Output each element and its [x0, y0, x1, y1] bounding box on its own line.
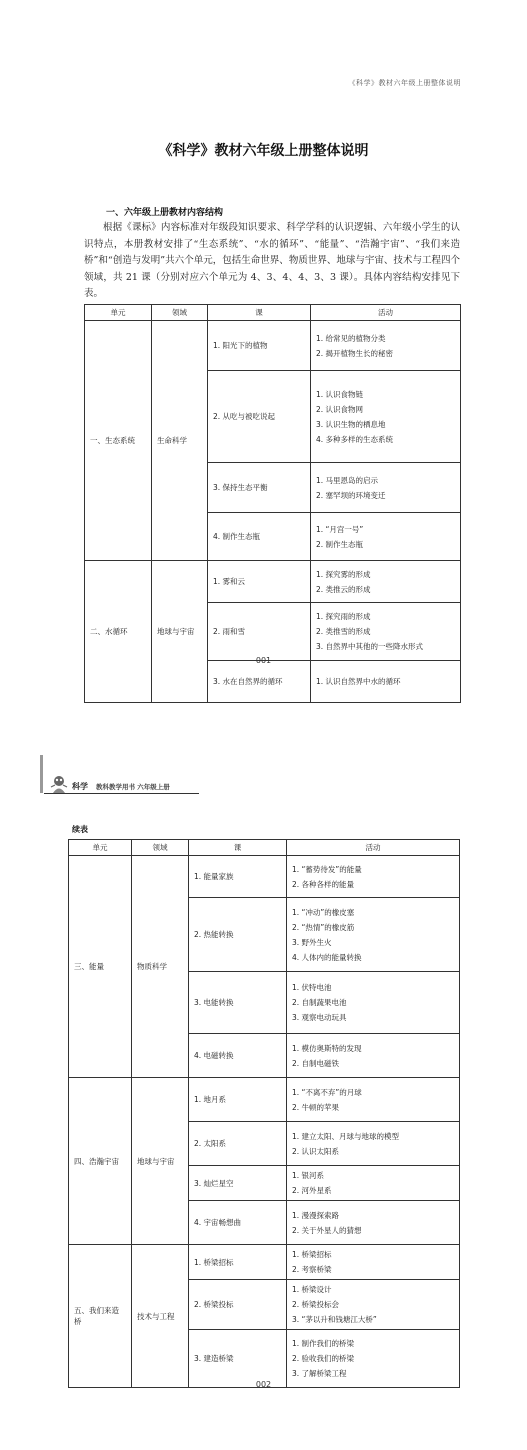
section-heading: 一、六年级上册教材内容结构 — [106, 208, 224, 218]
activity-item: 1. “月宫一号” — [316, 524, 364, 534]
activity-cell — [287, 1280, 460, 1330]
table-row — [69, 856, 460, 898]
lesson-cell: 3. 保持生态平衡 — [208, 463, 311, 513]
domain-cell: 地球与宇宙 — [152, 561, 208, 703]
activity-item: 2. 桥梁投标会 — [292, 1300, 340, 1309]
lesson-cell: 4. 制作生态瓶 — [208, 513, 311, 561]
lesson-cell: 3. 灿烂星空 — [189, 1166, 287, 1201]
lesson-cell: 3. 建造桥梁 — [189, 1330, 287, 1388]
page-number: 001 — [255, 656, 272, 665]
activity-cell — [287, 1078, 460, 1122]
activity-item: 3. “茅以升和钱塘江大桥” — [292, 1315, 377, 1324]
book-name: 教科教学用书 六年级上册 — [96, 783, 170, 791]
activity-item: 3. 自然界中其他的一些降水形式 — [316, 642, 424, 651]
lesson-cell: 2. 雨和雪 — [208, 603, 311, 661]
activity-item: 2. 塞罕坝的环境变迁 — [316, 490, 386, 500]
lesson-cell: 2. 太阳系 — [189, 1122, 287, 1166]
activity-item: 1. 漫漫探索路 — [292, 1210, 340, 1220]
table-row — [69, 1078, 460, 1122]
lesson-cell: 1. 地月系 — [189, 1078, 287, 1122]
activity-cell — [287, 1166, 460, 1201]
page-two — [0, 735, 527, 1450]
activity-cell — [311, 561, 461, 603]
activity-item: 1. 模仿奥斯特的发现 — [292, 1043, 362, 1053]
activity-cell — [287, 1122, 460, 1166]
header-lesson: 课 — [208, 305, 311, 321]
continued-label: 续表 — [72, 825, 88, 834]
content-structure-table-continued — [68, 839, 460, 1388]
unit-cell: 三、能量 — [69, 856, 132, 1078]
activity-item: 2. 牛顿的苹果 — [292, 1102, 340, 1112]
activity-cell — [311, 603, 461, 661]
activity-item: 2. 考察桥梁 — [292, 1265, 332, 1274]
unit-cell: 二、水循环 — [85, 561, 152, 703]
lesson-cell: 4. 电磁转换 — [189, 1034, 287, 1078]
domain-cell: 技术与工程 — [132, 1245, 189, 1388]
activity-item: 1. 探究雾的形成 — [316, 569, 371, 579]
table-body — [85, 321, 461, 703]
activity-cell — [311, 321, 461, 371]
activity-item: 3. 观察电动玩具 — [292, 1013, 347, 1022]
lesson-cell: 1. 桥梁招标 — [189, 1245, 287, 1280]
activity-item: 2. 自制电磁铁 — [292, 1058, 340, 1068]
lesson-cell: 3. 水在自然界的循环 — [208, 661, 311, 703]
activity-item: 1. 制作我们的桥梁 — [292, 1339, 355, 1348]
activity-item: 2. “热情”的橡皮筋 — [292, 922, 355, 932]
lesson-cell: 1. 能量家族 — [189, 856, 287, 898]
domain-cell: 地球与宇宙 — [132, 1078, 189, 1245]
activity-item: 2. 认识太阳系 — [292, 1146, 340, 1156]
activity-item: 1. “蓄势待发”的能量 — [292, 864, 362, 874]
activity-item: 1. 探究雨的形成 — [316, 612, 371, 621]
activity-item: 2. 河外星系 — [292, 1186, 332, 1195]
activity-cell — [287, 1330, 460, 1388]
unit-cell: 四、浩瀚宇宙 — [69, 1078, 132, 1245]
table-row — [69, 1245, 460, 1280]
activity-item: 2. 各种各样的能量 — [292, 879, 355, 889]
activity-item: 1. “不离不弃”的月球 — [292, 1087, 362, 1097]
domain-cell: 生命科学 — [152, 321, 208, 561]
lesson-cell: 3. 电能转换 — [189, 972, 287, 1034]
activity-cell — [287, 1034, 460, 1078]
header-unit: 单元 — [85, 305, 152, 321]
header-domain: 领域 — [152, 305, 208, 321]
header-domain: 领域 — [132, 840, 189, 856]
domain-cell: 物质科学 — [132, 856, 189, 1078]
activity-item: 1. 伏特电池 — [292, 983, 332, 992]
header-unit: 单元 — [69, 840, 132, 856]
activity-item: 2. 类推雪的形成 — [316, 627, 371, 636]
activity-item: 4. 人体内的能量转换 — [292, 952, 362, 962]
table-row — [85, 321, 461, 371]
page-number: 002 — [255, 1380, 272, 1389]
unit-cell: 一、生态系统 — [85, 321, 152, 561]
activity-cell — [287, 856, 460, 898]
header-lesson: 课 — [189, 840, 287, 856]
activity-cell — [311, 513, 461, 561]
activity-cell — [311, 661, 461, 703]
table-header-row — [69, 840, 460, 856]
header-rule — [44, 793, 199, 794]
activity-cell — [287, 972, 460, 1034]
activity-item: 1. 给常见的植物分类 — [316, 333, 386, 343]
activity-item: 2. 验收我们的桥梁 — [292, 1354, 355, 1363]
table-row — [85, 561, 461, 603]
activity-item: 2. 揭开植物生长的秘密 — [316, 348, 394, 358]
content-structure-table — [84, 304, 461, 703]
header-activity: 活动 — [311, 305, 461, 321]
running-head: 《科学》教材六年级上册整体说明 — [348, 79, 461, 87]
activity-item: 1. 桥梁招标 — [292, 1250, 332, 1259]
activity-item: 1. 银河系 — [292, 1171, 325, 1180]
lesson-cell: 2. 桥梁投标 — [189, 1280, 287, 1330]
activity-item: 2. 认识食物网 — [316, 404, 364, 414]
activity-item: 3. 了解桥梁工程 — [292, 1369, 347, 1378]
activity-cell — [287, 898, 460, 972]
lesson-cell: 1. 雾和云 — [208, 561, 311, 603]
header-activity: 活动 — [287, 840, 460, 856]
lesson-cell: 4. 宇宙畅想曲 — [189, 1201, 287, 1245]
unit-cell: 五、我们来造桥 — [69, 1245, 132, 1388]
activity-item: 3. 认识生物的栖息地 — [316, 419, 386, 429]
activity-item: 1. 认识食物链 — [316, 389, 364, 399]
margin-bar — [40, 755, 43, 793]
activity-cell — [311, 463, 461, 513]
activity-item: 1. 建立太阳、月球与地球的模型 — [292, 1131, 400, 1141]
activity-item: 2. 制作生态瓶 — [316, 539, 364, 549]
activity-item: 1. 认识自然界中水的循环 — [316, 677, 401, 686]
document-title: 《科学》教材六年级上册整体说明 — [158, 143, 369, 159]
activity-item: 4. 多种多样的生态系统 — [316, 434, 394, 444]
activity-cell — [311, 371, 461, 463]
activity-item: 2. 关于外星人的猜想 — [292, 1225, 362, 1235]
lesson-cell: 2. 从吃与被吃说起 — [208, 371, 311, 463]
activity-item: 2. 类推云的形成 — [316, 584, 371, 594]
table-header-row — [85, 305, 461, 321]
mascot-icon — [48, 773, 70, 795]
lesson-cell: 1. 阳光下的植物 — [208, 321, 311, 371]
brand-label: 科学 — [72, 782, 88, 791]
activity-cell — [287, 1201, 460, 1245]
table-body — [69, 856, 460, 1388]
activity-item: 2. 自制蔬果电池 — [292, 998, 347, 1007]
activity-item: 1. 桥梁设计 — [292, 1285, 332, 1294]
activity-cell — [287, 1245, 460, 1280]
activity-item: 1. “冲动”的橡皮塞 — [292, 907, 355, 917]
activity-item: 3. 野外生火 — [292, 937, 332, 947]
activity-item: 1. 马里恩岛的启示 — [316, 475, 379, 485]
lesson-cell: 2. 热能转换 — [189, 898, 287, 972]
intro-paragraph: 根据《课标》内容标准对年级段知识要求、科学学科的认识逻辑、六年级小学生的认识特点，本册教材安排了“生态系统”、“水的循环”、“能量”、“浩瀚宇宙”、“我们来造桥”和“创造与发明”共六个单元，包括生命世界、物质世界、地球与宇宙、技术与工程四个领域，共 21 课（分别对应六个单元为 4、3、4、4、3、3 课）。具体内容结构安排见下表。 — [84, 222, 460, 300]
